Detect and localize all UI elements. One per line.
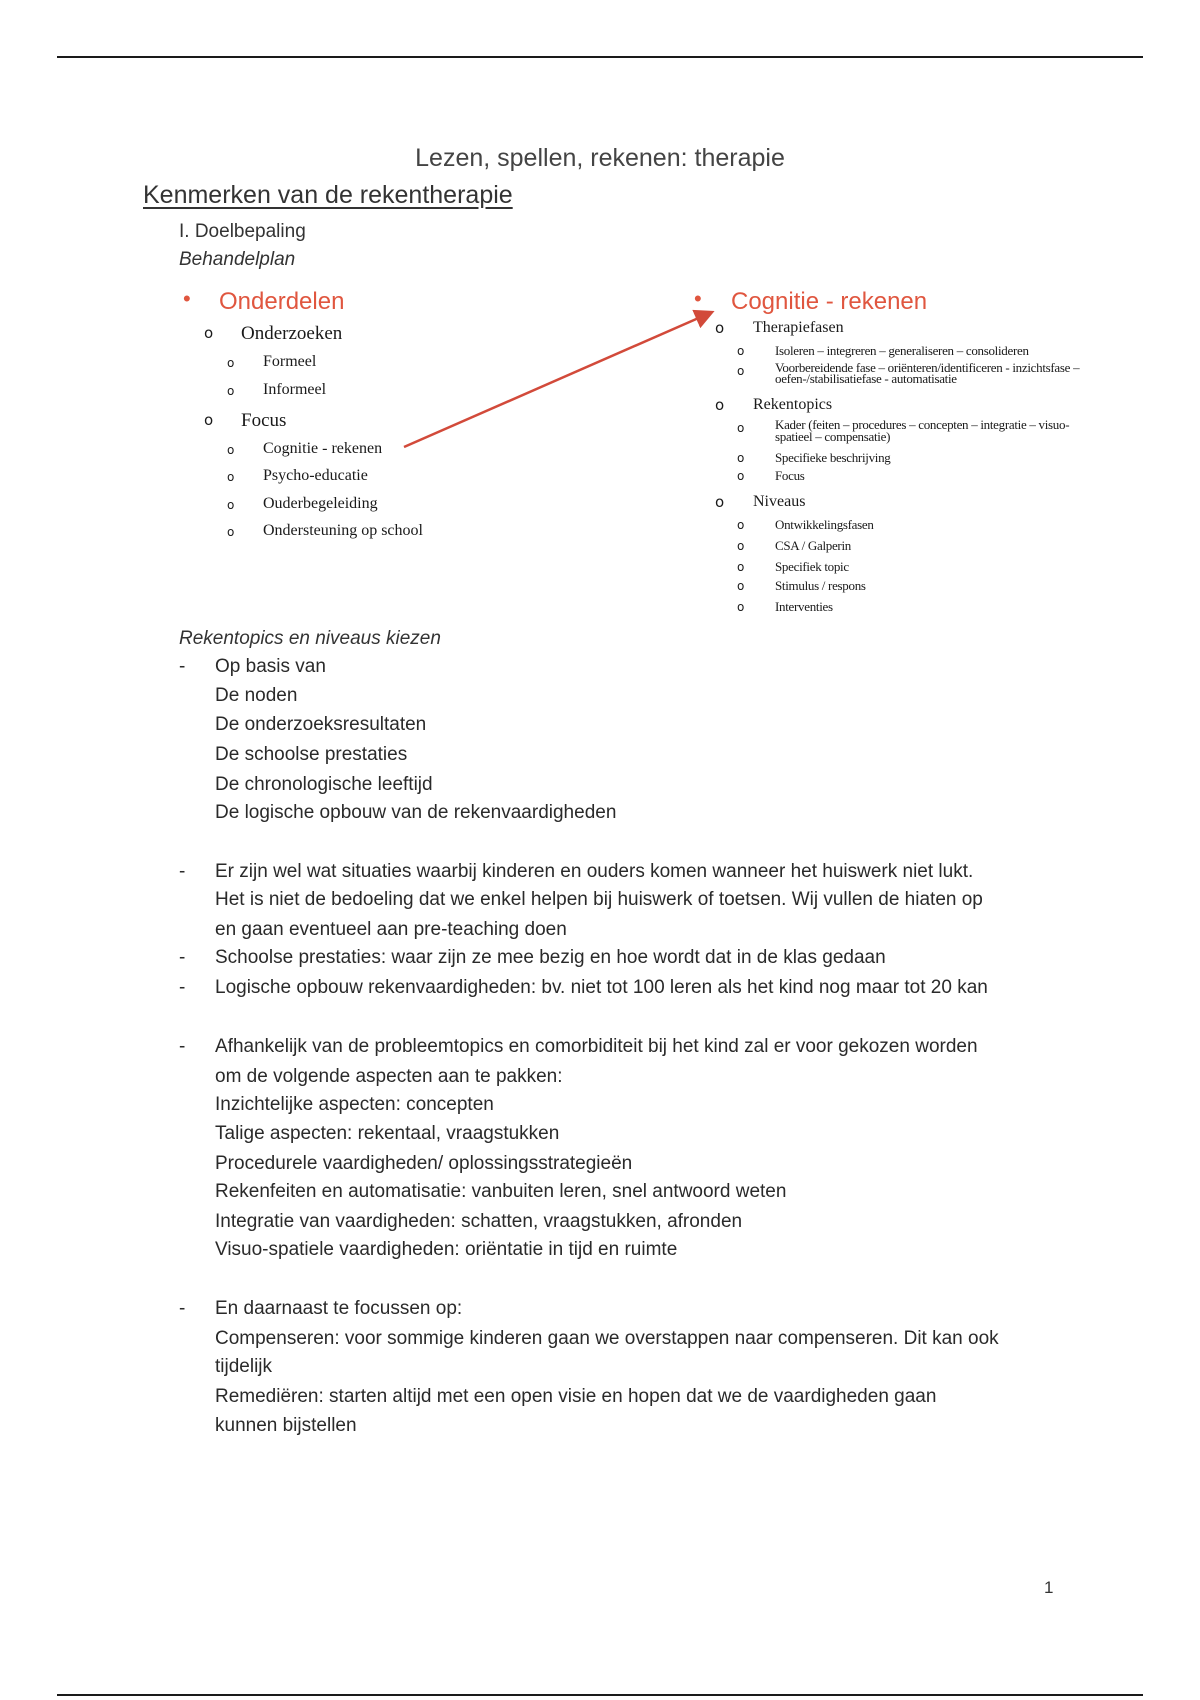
left-item: Formeel [263,353,317,370]
list-line: De onderzoeksresultaten [215,714,427,735]
circle-marker: o [737,451,745,465]
right-group-rekentopics: Rekentopics [753,396,833,413]
circle-marker: o [737,579,745,593]
left-heading-bullet: • [183,286,191,311]
circle-marker: o [204,411,214,429]
list-line: en gaan eventueel aan pre-teaching doen [215,919,567,940]
list-line: Remediëren: starten altijd met een open visie en hopen dat we de vaardigheden gaan [215,1386,937,1407]
circle-marker: o [737,344,745,358]
list-line: Er zijn wel wat situaties waarbij kinderen en ouders komen wanneer het huiswerk niet lukt. [215,861,974,882]
dash-marker: - [179,656,186,677]
behandelplan-diagram [0,280,1200,620]
list-line: tijdelijk [215,1356,273,1377]
right-item: Interventies [775,599,833,614]
list-line: Logische opbouw rekenvaardigheden: bv. niet tot 100 leren als het kind nog maar tot 20 kan [215,977,988,998]
list-line: En daarnaast te focussen op: [215,1298,463,1319]
list-line: De chronologische leeftijd [215,774,433,795]
right-item: Voorbereidende fase – oriënteren/identificeren - inzichtsfase – oefen-/stabilisatiefase - automatisatie [775,360,1080,386]
circle-marker: o [227,525,235,539]
left-group-focus: Focus [241,410,287,431]
circle-marker: o [715,396,725,414]
circle-marker: o [204,324,214,342]
right-item: Isoleren – integreren – generaliseren – consolideren [775,343,1029,358]
subheading-rekentopics: Rekentopics en niveaus kiezen [179,628,441,649]
dash-marker: - [179,1298,186,1319]
list-line: Het is niet de bedoeling dat we enkel helpen bij huiswerk of toetsen. Wij vullen de hiaten op [215,889,983,910]
list-line: Afhankelijk van de probleemtopics en comorbiditeit bij het kind zal er voor gekozen worden [215,1036,978,1057]
right-heading: Cognitie - rekenen [731,288,928,315]
dash-marker: - [179,977,186,998]
right-item: Focus [775,468,805,483]
list-line: Inzichtelijke aspecten: concepten [215,1094,494,1115]
circle-marker: o [737,600,745,614]
right-item: CSA / Galperin [775,538,851,553]
list-line: Compenseren: voor sommige kinderen gaan we overstappen naar compenseren. Dit kan ook [215,1328,999,1349]
circle-marker: o [737,364,745,378]
right-group-niveaus: Niveaus [753,493,806,510]
left-item: Ondersteuning op school [263,522,423,539]
circle-marker: o [227,356,235,370]
left-item: Cognitie - rekenen [263,440,383,457]
list-line: Op basis van [215,656,326,677]
section-title: Kenmerken van de rekentherapie [143,181,513,209]
bottom-rule [57,1694,1143,1696]
circle-marker: o [737,469,745,483]
subheading-doelbepaling: I. Doelbepaling [179,221,306,242]
subheading-behandelplan: Behandelplan [179,249,296,270]
left-item: Informeel [263,381,327,398]
circle-marker: o [737,421,745,435]
page-number: 1 [1044,1578,1054,1597]
right-heading-bullet: • [694,286,702,311]
list-line: Procedurele vaardigheden/ oplossingsstrategieën [215,1153,633,1174]
document-title: Lezen, spellen, rekenen: therapie [415,144,785,172]
left-heading: Onderdelen [219,288,345,315]
right-item: Specifieke beschrijving [775,450,891,465]
list-line: Schoolse prestaties: waar zijn ze mee bezig en hoe wordt dat in de klas gedaan [215,947,886,968]
dash-marker: - [179,1036,186,1057]
list-line: Talige aspecten: rekentaal, vraagstukken [215,1123,560,1144]
circle-marker: o [227,384,235,398]
circle-marker: o [227,443,235,457]
top-rule [57,56,1143,58]
right-item: Specifiek topic [775,559,849,574]
left-group-onderzoeken: Onderzoeken [241,323,343,344]
circle-marker: o [715,319,725,337]
list-line: Rekenfeiten en automatisatie: vanbuiten leren, snel antwoord weten [215,1181,787,1202]
right-item: Kader (feiten – procedures – concepten – integratie – visuo-spatieel – compensatie) [775,417,1070,444]
list-line: De noden [215,685,298,706]
list-line: De logische opbouw van de rekenvaardigheden [215,802,617,823]
circle-marker: o [227,470,235,484]
left-item: Psycho-educatie [263,467,368,484]
list-line: om de volgende aspecten aan te pakken: [215,1066,563,1087]
circle-marker: o [227,498,235,512]
list-line: Integratie van vaardigheden: schatten, vraagstukken, afronden [215,1211,743,1232]
circle-marker: o [737,539,745,553]
right-item: Ontwikkelingsfasen [775,517,874,532]
list-line: kunnen bijstellen [215,1415,357,1436]
circle-marker: o [737,518,745,532]
dash-marker: - [179,861,186,882]
right-group-therapiefasen: Therapiefasen [753,319,844,336]
left-item: Ouderbegeleiding [263,495,378,512]
connector-arrow [0,280,1200,620]
list-line: Visuo-spatiele vaardigheden: oriëntatie in tijd en ruimte [215,1239,678,1260]
circle-marker: o [737,560,745,574]
list-line: De schoolse prestaties [215,744,408,765]
right-item: Stimulus / respons [775,578,866,593]
circle-marker: o [715,493,725,511]
dash-marker: - [179,947,186,968]
